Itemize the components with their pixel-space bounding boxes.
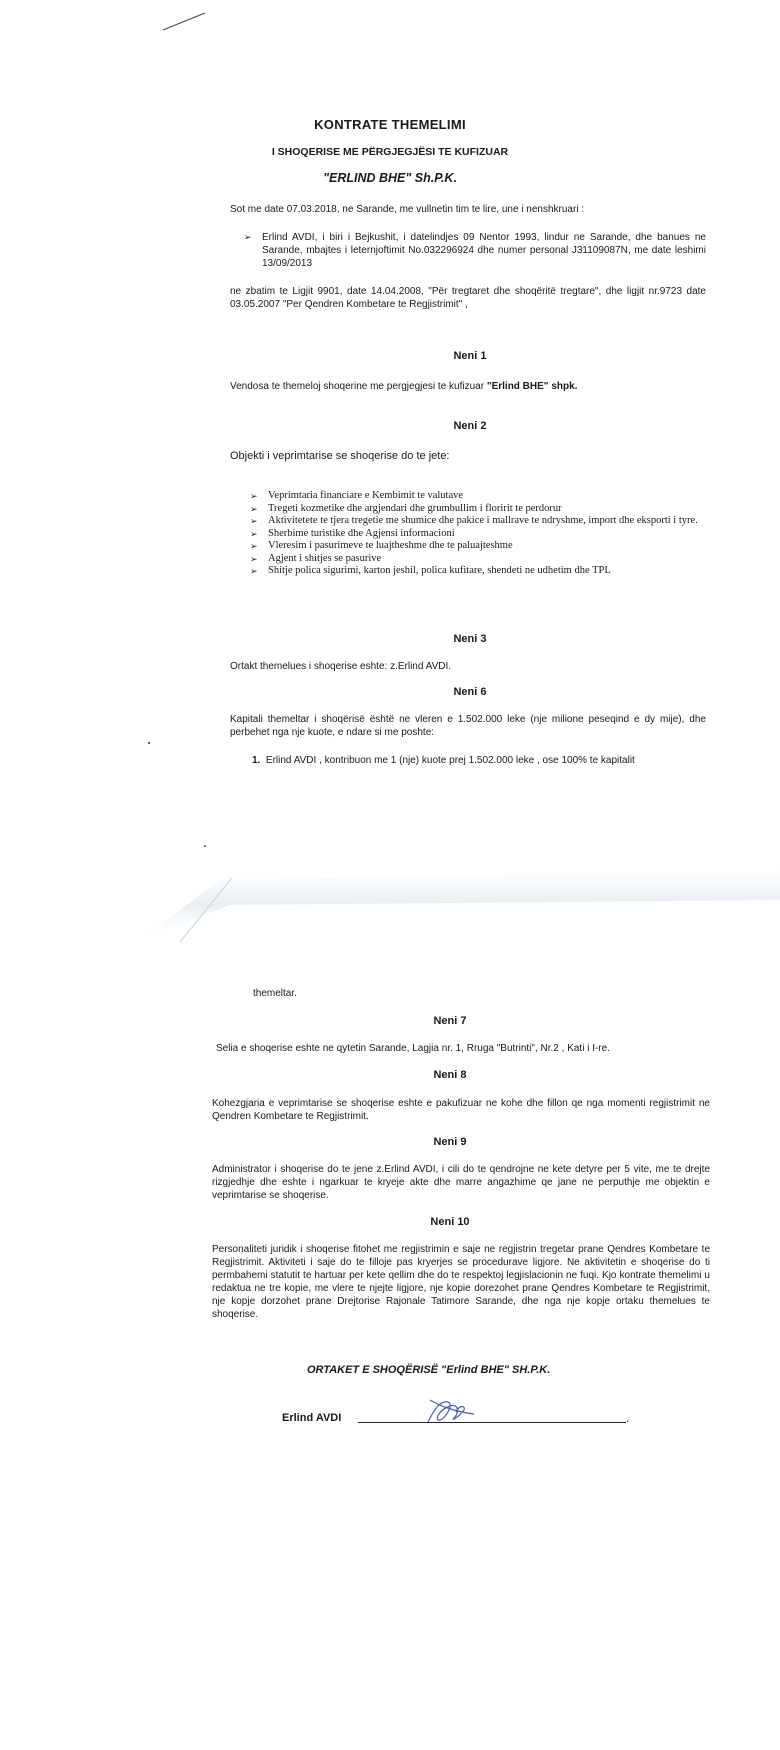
activity-text: Agjent i shitjes se pasurive	[268, 552, 382, 564]
article-1-text	[230, 380, 710, 393]
document-subtitle: I SHOQERISE ME PËRGJEGJËSI TE KUFIZUAR	[271, 146, 509, 158]
activity-item	[248, 565, 706, 578]
activity-list	[248, 490, 706, 578]
activity-text: Aktivitetete te tjera tregetie me shumice dhe pakice i mallrave te ndryshme, import dhe eksporti i tyre.	[268, 515, 698, 526]
signature-line	[358, 1422, 626, 1423]
arrow-bullet-icon: ➢	[250, 503, 258, 514]
article-10-text: Personaliteti juridik i shoqerise fitohet me regjistrimin e saje ne regjistrin tregetar prane Qendres Kombetare te Regjistrimit. Aktiviteti i saje do te filloje pas kryerjes se procedurave ligjore. Ne aktivitetin e shoqerise do ti permbahemi statutit te hartuar per kete qellim dhe do te respektoj legjislacionin ne fuqi. Kjo kontrate themelimi u redaktua ne tre kopie, me vlere te njejte ligjore, nje kopie dorezohet prane Qendres Kombetare te Regjistrimit, nje kopje dorzohet prane Drejtorise Rajonale Tatimore Sarande, dhe nga nje kopje ortaku themelues te shoqerise.	[212, 1244, 710, 1320]
arrow-bullet-icon: ➢	[244, 232, 252, 242]
article-3-text: Ortakt themelues i shoqerise eshte: z.Erlind AVDI.	[230, 661, 452, 672]
activity-item	[248, 528, 706, 541]
document-title: KONTRATE THEMELIMI	[314, 117, 466, 132]
article-9-text: Administrator i shoqerise do te jene z.Erlind AVDI, i cili do te qendrojne ne kete detyre per 5 vite, me te drejte rizgjedhje dhe eshte i ngarkuar te kryeje akte dhe marre angazhime qe jane ne perputhje me objektin e veprimtarise se shoqerise.	[212, 1164, 710, 1201]
capital-item-continued: themeltar.	[253, 988, 297, 999]
arrow-bullet-icon: ➢	[250, 566, 258, 576]
article-heading: Neni 9	[433, 1136, 467, 1148]
scan-speck	[148, 742, 150, 744]
pen-mark	[160, 10, 210, 32]
article-7-text: Selia e shoqerise eshte ne qytetin Sarande, Lagjia nr. 1, Rruga "Butrinti", Nr.2 , Kati i I-re.	[216, 1043, 610, 1054]
signatory-name: Erlind AVDI	[282, 1412, 342, 1424]
partners-heading: ORTAKET E SHOQËRISË "Erlind BHE" SH.P.K.	[307, 1364, 551, 1376]
article-1-body: Vendosa te themeloj shoqerine me pergjegjesi te kufizuar	[230, 381, 487, 392]
arrow-bullet-icon: ➢	[250, 491, 258, 501]
article-6-text: Kapitali themeltar i shoqërisë është ne vleren e 1.502.000 leke (nje milione peseqind e dy mije), dhe perbehet nga nje kuote, e ndare si me poshte:	[230, 714, 706, 738]
handwritten-signature	[420, 1392, 480, 1432]
activity-text: Vleresim i pasurimeve te luajtheshme dhe te paluajteshme	[268, 540, 513, 551]
legal-basis: ne zbatim te Ligjit 9901, date 14.04.2008, "Për tregtaret dhe shoqëritë tregtare", dhe ligjit nr.9723 date 03.05.2007 "Per Qendren Kombetare te Regjistrimit" ,	[230, 286, 706, 310]
intro-text: Sot me date 07.03.2018, ne Sarande, me vullnetin tim te lire, une i nenshkruari :	[230, 204, 585, 215]
activity-item	[248, 540, 706, 553]
page-fold-shadow	[0, 860, 780, 980]
arrow-bullet-icon: ➢	[250, 528, 258, 539]
activity-text: Shitje polica sigurimi, karton jeshil, polica kufitare, shendeti ne udhetim dhe TPL	[268, 565, 611, 576]
article-8-text: Kohezgjaria e veprimtarise se shoqerise eshte e pakufizuar ne kohe dhe fillon qe nga momenti regjistrimit ne Qendren Kombetare te Regjistrimit.	[212, 1098, 710, 1122]
person-details: Erlind AVDI, i biri i Bejkushit, i datelindjes 09 Nentor 1993, lindur ne Sarande, dhe banues ne Sarande, mbajtes i leternjoftimit No.032296924 dhe numer personal J31109087N, me date leshimi 13/09/2013	[262, 232, 706, 269]
activity-item	[248, 515, 706, 528]
article-1-company: "Erlind BHE" shpk.	[486, 381, 578, 392]
article-heading: Neni 1	[453, 350, 487, 362]
capital-item-text: Erlind AVDI , kontribuon me 1 (nje) kuote prej 1.502.000 leke , ose 100% te kapitalit	[265, 755, 635, 766]
activity-item	[248, 490, 706, 503]
activity-item	[248, 553, 706, 566]
capital-item-number: 1.	[252, 755, 261, 766]
article-heading: Neni 2	[453, 420, 487, 432]
signature-line-end: .	[626, 1411, 630, 1425]
scan-speck	[204, 845, 206, 847]
activity-text: Tregeti kozmetike dhe argjendari dhe grumbullim i floririt te perdorur	[268, 502, 562, 514]
capital-item	[252, 754, 708, 767]
article-heading: Neni 10	[430, 1216, 470, 1228]
activity-item	[248, 503, 706, 516]
article-2-text: Objekti i veprimtarise se shoqerise do te jete:	[230, 450, 450, 462]
article-heading: Neni 8	[433, 1069, 467, 1081]
activity-text: Sherbime turistike dhe Agjensi informacioni	[268, 527, 455, 539]
article-heading: Neni 3	[453, 633, 487, 645]
arrow-bullet-icon: ➢	[250, 516, 258, 526]
list-item	[242, 231, 706, 270]
arrow-bullet-icon: ➢	[250, 541, 258, 551]
article-heading: Neni 6	[453, 686, 487, 698]
article-heading: Neni 7	[433, 1015, 467, 1027]
arrow-bullet-icon: ➢	[250, 553, 258, 564]
activity-text: Veprimtaria financiare e Kembimit te valutave	[268, 490, 464, 501]
company-name: "ERLIND BHE" Sh.P.K.	[323, 171, 457, 185]
person-list	[242, 231, 706, 270]
